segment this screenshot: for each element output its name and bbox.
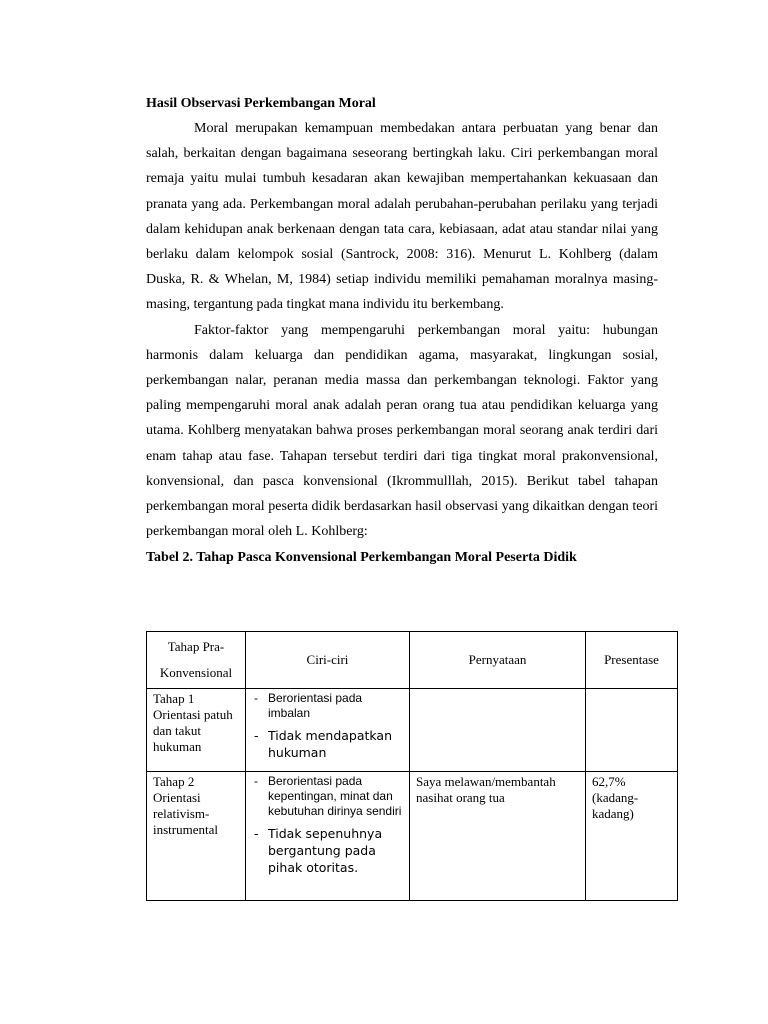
paragraph-2: Faktor-faktor yang mempengaruhi perkembangan moral yaitu: hubungan harmonis dalam keluarga dan pendidikan agama, masyarakat, lingkungan sosial, perkembangan nalar, peranan media massa dan perkembangan teknologi. Faktor yang paling mempengaruhi moral anak adalah peran orang tua atau pendidikan keluarga yang utama. Kohlberg menyatakan bahwa proses perkembangan moral seorang anak terdiri dari enam tahap atau fase. Tahapan tersebut terdiri dari tiga tingkat moral prakonvensional, konvensional, dan pasca konvensional (Ikrommulllah, 2015). Berikut tabel tahapan perkembangan moral peserta didik berdasarkan hasil observasi yang dikaitkan dengan teori perkembangan moral oleh L. Kohlberg: <box>146 322 658 540</box>
cell-presentase: 62,7% (kadang-kadang) <box>586 772 678 901</box>
cell-tahap: Tahap 2 Orientasi relativism-instrumental <box>147 772 246 901</box>
cell-tahap: Tahap 1 Orientasi patuh dan takut hukuman <box>147 689 246 772</box>
cell-pernyataan: Saya melawan/membantah nasihat orang tua <box>410 772 586 901</box>
header-ciri: Ciri-ciri <box>246 632 410 689</box>
ciri-item: - Tidak sepenuhnya bergantung pada pihak otoritas. <box>252 825 403 876</box>
header-tahap: Tahap Pra-Konvensional <box>147 632 246 689</box>
cell-presentase <box>586 689 678 772</box>
table-caption: Tabel 2. Tahap Pasca Konvensional Perkembangan Moral Peserta Didik <box>146 550 577 566</box>
cell-pernyataan <box>410 689 586 772</box>
section-heading: Hasil Observasi Perkembangan Moral <box>146 96 376 111</box>
ciri-item: - Berorientasi pada kepentingan, minat dan kebutuhan dirinya sendiri <box>252 774 403 819</box>
observation-table <box>146 631 678 901</box>
table-row <box>147 689 678 772</box>
table-header-row <box>147 632 678 689</box>
ciri-item: - Berorientasi pada imbalan <box>252 691 403 721</box>
cell-ciri <box>246 689 410 772</box>
cell-ciri <box>246 772 410 901</box>
document-page <box>146 92 658 570</box>
header-pernyataan: Pernyataan <box>410 632 586 689</box>
table-row <box>147 772 678 901</box>
header-presentase: Presentase <box>586 632 678 689</box>
ciri-item: - Tidak mendapatkan hukuman <box>252 727 403 761</box>
paragraph-1: Moral merupakan kemampuan membedakan antara perbuatan yang benar dan salah, berkaitan dengan bagaimana seseorang bertingkah laku. Ciri perkembangan moral remaja yaitu mulai tumbuh kesadaran akan kewajiban mempertahankan kekuasaan dan pranata yang ada. Perkembangan moral adalah perubahan-perubahan perilaku yang terjadi dalam kehidupan anak berkenaan dengan tata cara, kebiasaan, adat atau standar nilai yang berlaku dalam kelompok sosial (Santrock, 2008: 316). Menurut L. Kohlberg (dalam Duska, R. & Whelan, M, 1984) setiap individu memiliki pemahaman moralnya masing-masing, tergantung pada tingkat mana individu itu berkembang. <box>146 121 658 313</box>
